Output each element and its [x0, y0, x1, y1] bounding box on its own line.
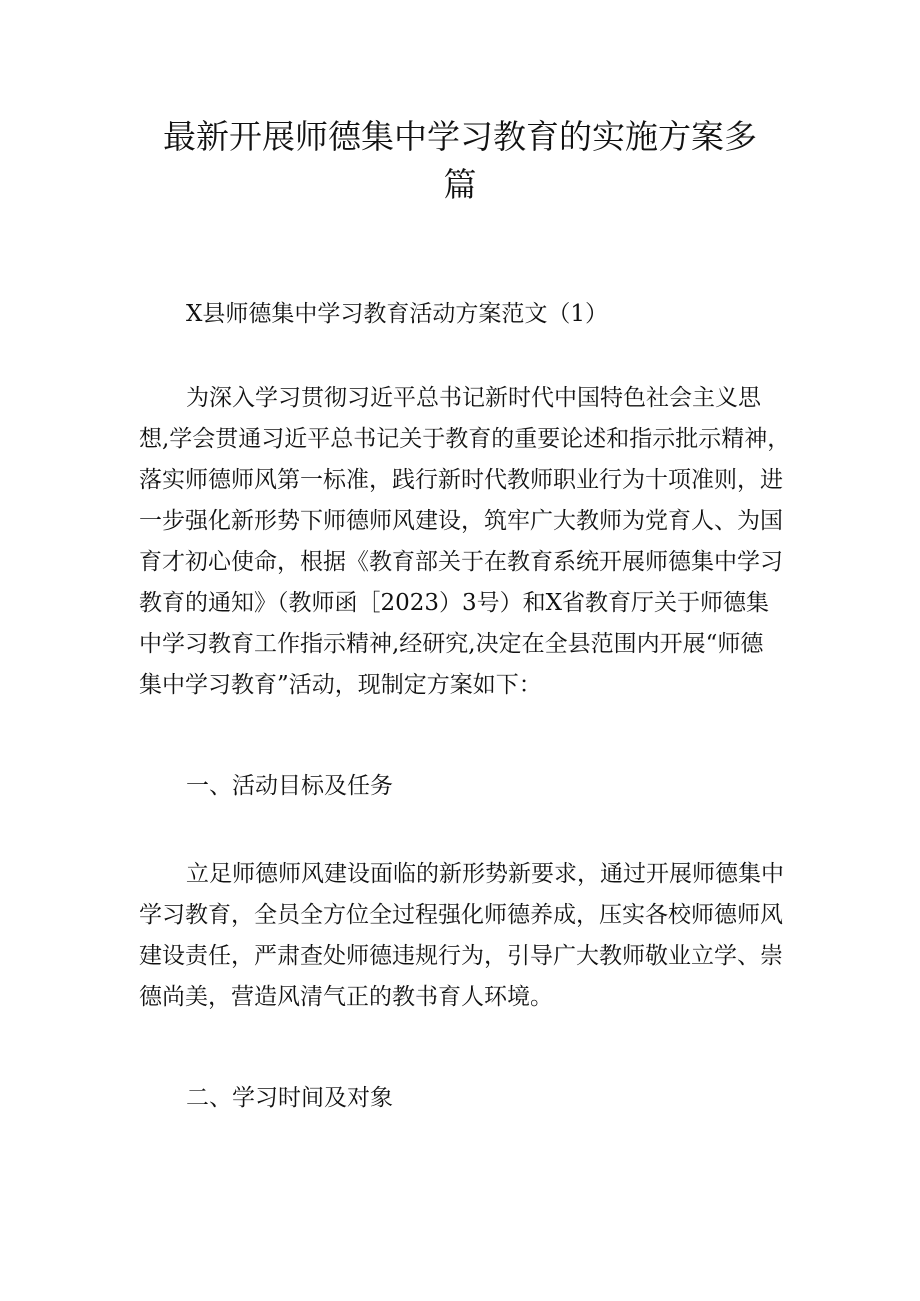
paragraph-intro	[139, 378, 789, 706]
paragraph-line: 教育的通知》（教师函［2023）3号）和X省教育厅关于师德集	[139, 590, 770, 616]
paragraph-line: 为深入学习贯彻习近平总书记新时代中国特色社会主义思	[186, 385, 761, 411]
paragraph-line: 育才初心使命，根据《教育部关于在教育系统开展师德集中学习	[139, 549, 783, 575]
section-heading-2: 二、学习时间及对象	[186, 1085, 393, 1111]
paragraph-line: 德尚美，营造风清气正的教书育人环境。	[139, 984, 553, 1010]
paragraph-line: 立足师德师风建设面临的新形势新要求，通过开展师德集中	[186, 861, 784, 887]
document-title-line-1: 最新开展师德集中学习教育的实施方案多	[163, 117, 757, 156]
paragraph-line: 想,学会贯通习近平总书记关于教育的重要论述和指示批示精神，	[139, 426, 791, 452]
paragraph-line: 建设责任，严肃查处师德违规行为，引导广大教师敬业立学、崇	[139, 943, 783, 969]
section-heading-1: 一、活动目标及任务	[186, 773, 393, 799]
paragraph-line: 集中学习教育”活动，现制定方案如下：	[139, 672, 542, 698]
paragraph-line: 落实师德师风第一标准，践行新时代教师职业行为十项准则，进	[139, 467, 783, 493]
paragraph-line: 一步强化新形势下师德师风建设，筑牢广大教师为党育人、为国	[139, 508, 783, 534]
document-subtitle: X县师德集中学习教育活动方案范文（1）	[186, 301, 609, 327]
paragraph-goals	[139, 854, 789, 1018]
paragraph-line: 学习教育，全员全方位全过程强化师德养成，压实各校师德师风	[139, 902, 783, 928]
paragraph-line: 中学习教育工作指示精神,经研究,决定在全县范围内开展“师德	[139, 631, 764, 657]
document-title-line-2: 篇	[443, 165, 477, 204]
